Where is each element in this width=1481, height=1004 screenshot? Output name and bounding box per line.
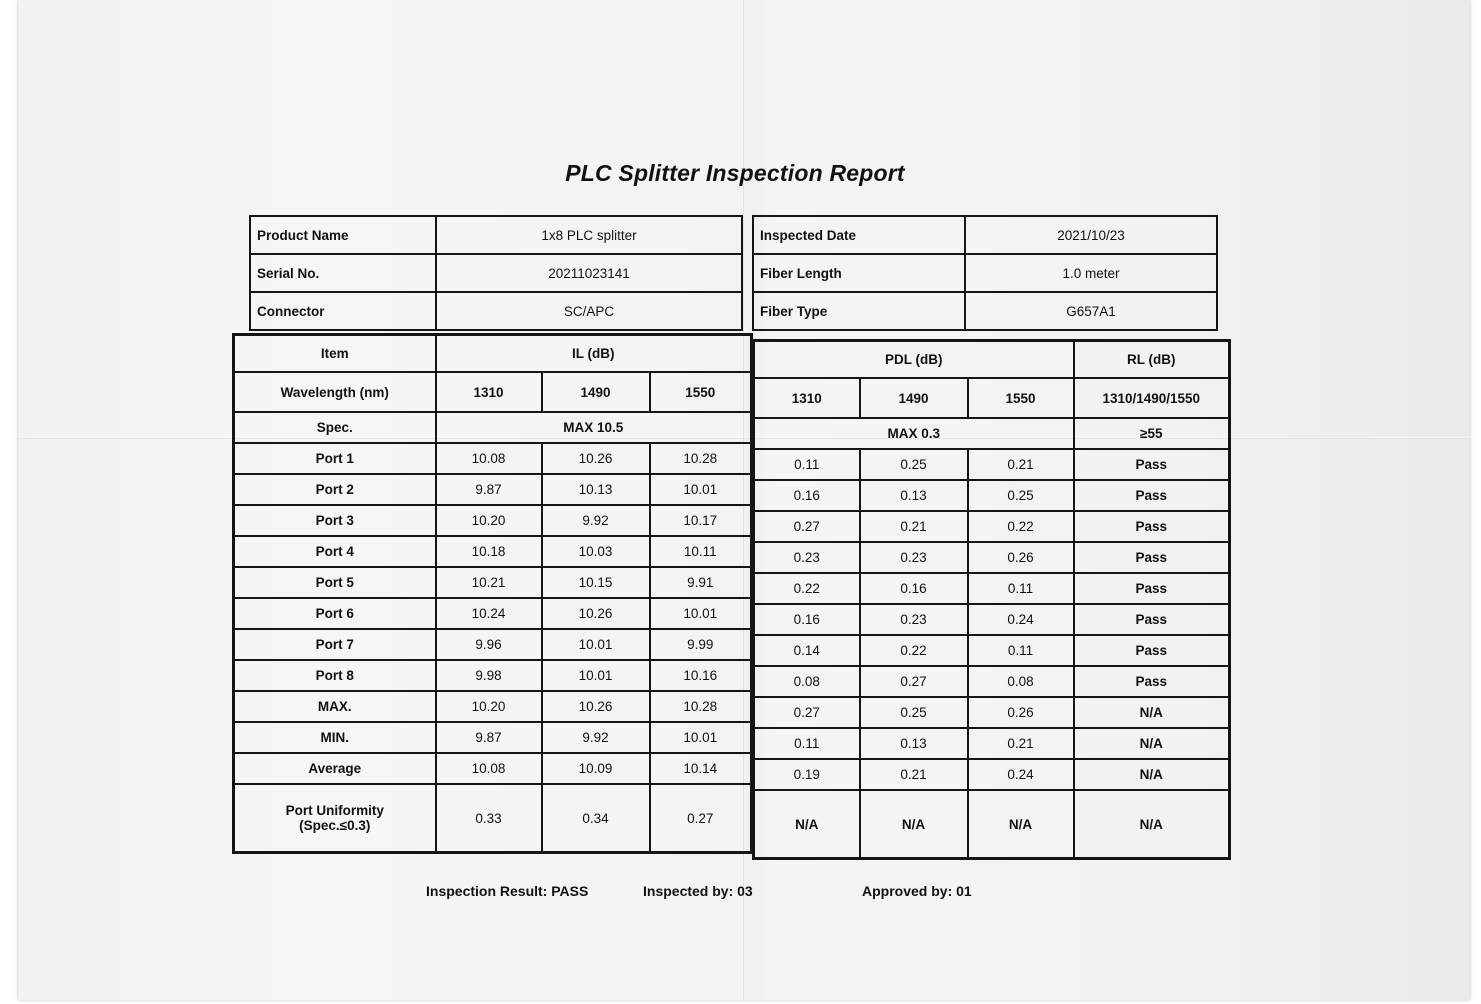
- rl-value: Pass: [1074, 480, 1230, 511]
- pdl-value: 0.11: [754, 728, 860, 759]
- il-value: 10.08: [436, 753, 542, 784]
- pdl-value: 0.08: [968, 666, 1074, 697]
- il-value: 10.01: [650, 722, 752, 753]
- table-row: [754, 449, 1230, 480]
- pdl-wl-1550: 1550: [968, 378, 1074, 418]
- pdl-value: 0.21: [860, 511, 968, 542]
- table-row: [754, 635, 1230, 666]
- row-label: Port 7: [234, 629, 436, 660]
- pdl-value: 0.14: [754, 635, 860, 666]
- rl-header: RL (dB): [1074, 341, 1230, 379]
- table-row: [234, 660, 752, 691]
- uniformity-row: [234, 784, 752, 853]
- pdl-value: 0.24: [968, 759, 1074, 790]
- il-value: 10.26: [542, 443, 650, 474]
- pdl-value: 0.26: [968, 697, 1074, 728]
- info-table-left: [249, 215, 743, 331]
- il-value: 9.87: [436, 722, 542, 753]
- il-spec: MAX 10.5: [436, 412, 752, 443]
- pdl-value: 0.13: [860, 728, 968, 759]
- row-label: Port 3: [234, 505, 436, 536]
- il-value: 9.99: [650, 629, 752, 660]
- rl-value: Pass: [1074, 449, 1230, 480]
- uniformity-label-line2: (Spec.≤0.3): [299, 818, 371, 833]
- row-label: Port 1: [234, 443, 436, 474]
- table-row: [234, 722, 752, 753]
- approved-by: Approved by: 01: [862, 883, 972, 899]
- rl-spec: ≥55: [1074, 418, 1230, 449]
- il-value: 10.03: [542, 536, 650, 567]
- uniformity-il-1550: 0.27: [650, 784, 752, 853]
- table-row: [234, 598, 752, 629]
- serial-value: 20211023141: [436, 254, 742, 292]
- pdl-value: 0.21: [968, 728, 1074, 759]
- row-label: MIN.: [234, 722, 436, 753]
- il-value: 9.87: [436, 474, 542, 505]
- il-wl-1550: 1550: [650, 372, 752, 412]
- uniformity-pdl-1550: N/A: [968, 790, 1074, 859]
- il-value: 10.17: [650, 505, 752, 536]
- pdl-value: 0.11: [754, 449, 860, 480]
- il-value: 10.11: [650, 536, 752, 567]
- il-value: 10.26: [542, 598, 650, 629]
- uniformity-row: [754, 790, 1230, 859]
- il-rows: [234, 443, 752, 784]
- pdl-value: 0.11: [968, 573, 1074, 604]
- pdl-value: 0.19: [754, 759, 860, 790]
- pdl-value: 0.22: [754, 573, 860, 604]
- pdl-spec: MAX 0.3: [754, 418, 1074, 449]
- rl-value: Pass: [1074, 604, 1230, 635]
- table-row: [234, 474, 752, 505]
- info-row: [753, 254, 1217, 292]
- il-value: 9.98: [436, 660, 542, 691]
- uniformity-pdl-1310: N/A: [754, 790, 860, 859]
- il-value: 10.09: [542, 753, 650, 784]
- rl-value: Pass: [1074, 635, 1230, 666]
- rl-value: Pass: [1074, 511, 1230, 542]
- spec-row: [234, 412, 752, 443]
- uniformity-rl: N/A: [1074, 790, 1230, 859]
- serial-label: Serial No.: [250, 254, 436, 292]
- connector-value: SC/APC: [436, 292, 742, 330]
- pdl-value: 0.16: [754, 604, 860, 635]
- rl-value: Pass: [1074, 573, 1230, 604]
- il-value: 9.96: [436, 629, 542, 660]
- pdl-value: 0.22: [860, 635, 968, 666]
- il-value: 10.01: [650, 598, 752, 629]
- uniformity-label-line1: Port Uniformity: [285, 803, 384, 818]
- info-row: [250, 216, 742, 254]
- il-value: 10.15: [542, 567, 650, 598]
- il-value: 10.14: [650, 753, 752, 784]
- uniformity-label: [234, 784, 436, 853]
- il-value: 10.28: [650, 691, 752, 722]
- info-table-right: [752, 215, 1218, 331]
- pdl-wl-1490: 1490: [860, 378, 968, 418]
- wavelength-row: [234, 372, 752, 412]
- report-title: PLC Splitter Inspection Report: [565, 160, 905, 186]
- table-row: [754, 728, 1230, 759]
- info-row: [250, 254, 742, 292]
- product-name-value: 1x8 PLC splitter: [436, 216, 742, 254]
- spec-row: [754, 418, 1230, 449]
- row-label: Port 5: [234, 567, 436, 598]
- info-row: [753, 292, 1217, 330]
- pdl-value: 0.13: [860, 480, 968, 511]
- pdl-value: 0.25: [968, 480, 1074, 511]
- pdl-value: 0.27: [754, 697, 860, 728]
- il-value: 10.24: [436, 598, 542, 629]
- pdl-value: 0.21: [968, 449, 1074, 480]
- il-value: 10.21: [436, 567, 542, 598]
- wavelength-label: Wavelength (nm): [234, 372, 436, 412]
- table-row: [234, 629, 752, 660]
- rl-value: N/A: [1074, 759, 1230, 790]
- pdl-value: 0.08: [754, 666, 860, 697]
- il-value: 10.01: [650, 474, 752, 505]
- uniformity-pdl-1490: N/A: [860, 790, 968, 859]
- pdl-value: 0.11: [968, 635, 1074, 666]
- pdl-value: 0.25: [860, 697, 968, 728]
- table-row: [234, 536, 752, 567]
- row-label: MAX.: [234, 691, 436, 722]
- il-value: 10.26: [542, 691, 650, 722]
- il-value: 9.92: [542, 505, 650, 536]
- il-value: 10.18: [436, 536, 542, 567]
- il-value: 10.20: [436, 505, 542, 536]
- rl-value: N/A: [1074, 728, 1230, 759]
- il-value: 10.08: [436, 443, 542, 474]
- il-value: 10.20: [436, 691, 542, 722]
- row-label: Average: [234, 753, 436, 784]
- il-header: IL (dB): [436, 335, 752, 373]
- il-value: 10.28: [650, 443, 752, 474]
- pdl-value: 0.16: [754, 480, 860, 511]
- fiber-type-label: Fiber Type: [753, 292, 965, 330]
- pdl-value: 0.26: [968, 542, 1074, 573]
- pdl-value: 0.23: [860, 604, 968, 635]
- product-name-label: Product Name: [250, 216, 436, 254]
- item-header: Item: [234, 335, 436, 373]
- info-row: [753, 216, 1217, 254]
- table-row: [754, 542, 1230, 573]
- table-row: [754, 480, 1230, 511]
- table-row: [754, 759, 1230, 790]
- rl-wl: 1310/1490/1550: [1074, 378, 1230, 418]
- rl-value: Pass: [1074, 666, 1230, 697]
- pdl-rl-rows: [754, 449, 1230, 790]
- pdl-value: 0.24: [968, 604, 1074, 635]
- pdl-rl-data-table: [752, 339, 1231, 860]
- inspection-result: Inspection Result: PASS: [426, 883, 589, 899]
- il-wl-1490: 1490: [542, 372, 650, 412]
- pdl-value: 0.22: [968, 511, 1074, 542]
- table-row: [754, 697, 1230, 728]
- fiber-length-value: 1.0 meter: [965, 254, 1217, 292]
- pdl-header: PDL (dB): [754, 341, 1074, 379]
- uniformity-il-1490: 0.34: [542, 784, 650, 853]
- pdl-wl-1310: 1310: [754, 378, 860, 418]
- il-value: 9.91: [650, 567, 752, 598]
- il-wl-1310: 1310: [436, 372, 542, 412]
- pdl-value: 0.27: [860, 666, 968, 697]
- table-row: [234, 567, 752, 598]
- table-row: [754, 666, 1230, 697]
- rl-value: N/A: [1074, 697, 1230, 728]
- wavelength-row: [754, 378, 1230, 418]
- row-label: Port 8: [234, 660, 436, 691]
- row-label: Port 4: [234, 536, 436, 567]
- row-label: Port 6: [234, 598, 436, 629]
- uniformity-il-1310: 0.33: [436, 784, 542, 853]
- inspected-by: Inspected by: 03: [643, 883, 753, 899]
- table-row: [754, 604, 1230, 635]
- inspected-date-value: 2021/10/23: [965, 216, 1217, 254]
- table-row: [754, 511, 1230, 542]
- pdl-value: 0.23: [860, 542, 968, 573]
- pdl-value: 0.21: [860, 759, 968, 790]
- fiber-type-value: G657A1: [965, 292, 1217, 330]
- pdl-value: 0.16: [860, 573, 968, 604]
- table-row: [754, 573, 1230, 604]
- il-value: 10.01: [542, 629, 650, 660]
- header-row: [234, 335, 752, 373]
- header-row: [754, 341, 1230, 379]
- pdl-value: 0.27: [754, 511, 860, 542]
- rl-value: Pass: [1074, 542, 1230, 573]
- il-value: 9.92: [542, 722, 650, 753]
- table-row: [234, 753, 752, 784]
- table-row: [234, 691, 752, 722]
- fiber-length-label: Fiber Length: [753, 254, 965, 292]
- pdl-value: 0.23: [754, 542, 860, 573]
- connector-label: Connector: [250, 292, 436, 330]
- il-data-table: [232, 333, 753, 854]
- il-value: 10.16: [650, 660, 752, 691]
- inspected-date-label: Inspected Date: [753, 216, 965, 254]
- table-row: [234, 443, 752, 474]
- il-value: 10.13: [542, 474, 650, 505]
- info-row: [250, 292, 742, 330]
- row-label: Port 2: [234, 474, 436, 505]
- pdl-value: 0.25: [860, 449, 968, 480]
- table-row: [234, 505, 752, 536]
- spec-label: Spec.: [234, 412, 436, 443]
- il-value: 10.01: [542, 660, 650, 691]
